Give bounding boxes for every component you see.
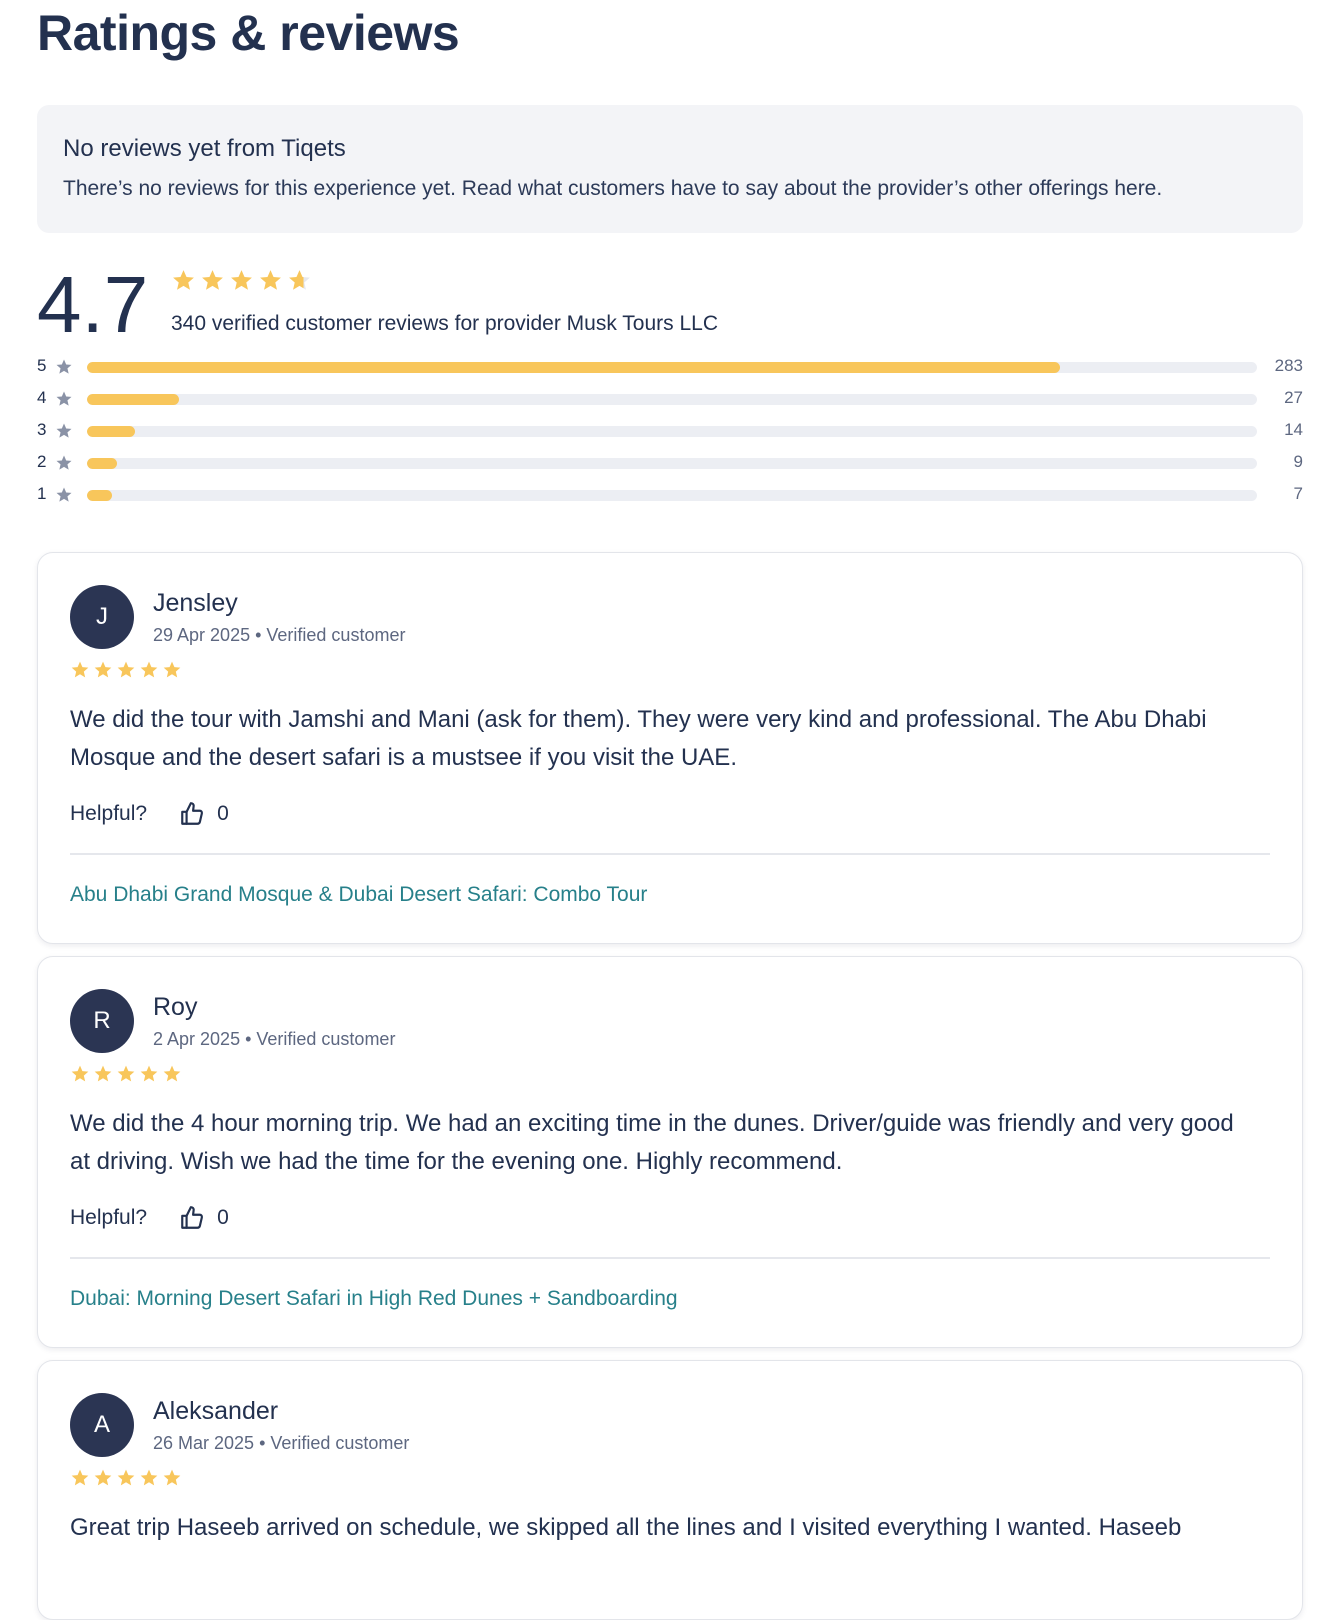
helpful-count: 0 [217, 802, 229, 825]
rating-row-bar-fill [87, 458, 117, 469]
rating-row-count: 7 [1293, 484, 1303, 503]
review-stars [70, 1064, 182, 1084]
star-icon [162, 1468, 182, 1488]
rating-summary-subtitle: 340 verified customer reviews for provider Musk Tours LLC [171, 312, 718, 335]
rating-row-bar-fill [87, 394, 179, 405]
rating-row-2 [37, 450, 1303, 482]
review-stars [70, 660, 182, 680]
rating-row-count: 14 [1284, 420, 1303, 439]
rating-row-label: 5 [37, 356, 47, 375]
star-icon [55, 390, 73, 408]
review-text: Great trip Haseeb arrived on schedule, we skipped all the lines and I visited everything I wanted. Haseeb [70, 1514, 1182, 1541]
star-icon [55, 358, 73, 376]
avatar-initial: A [93, 1411, 110, 1438]
average-rating: 4.7 [37, 260, 149, 349]
helpful-section [70, 801, 229, 827]
reviewer-name: Roy [153, 993, 198, 1021]
notice-title: No reviews yet from Tiqets [63, 135, 346, 162]
star-icon [70, 660, 90, 680]
star-icon [116, 660, 136, 680]
avatar [70, 1393, 134, 1457]
average-rating-stars [171, 268, 312, 293]
divider [70, 1257, 1270, 1259]
review-card [37, 552, 1303, 944]
rating-row-1 [37, 482, 1303, 514]
rating-row-bar [87, 426, 1257, 437]
avatar-initial: R [93, 1007, 111, 1034]
avatar-initial: J [96, 603, 108, 630]
page-title: Ratings & reviews [37, 5, 460, 61]
star-icon [139, 1064, 159, 1084]
star-icon [55, 422, 73, 440]
rating-distribution [37, 354, 1303, 514]
helpful-label: Helpful? [70, 1206, 148, 1229]
star-icon [171, 268, 196, 293]
rating-row-count: 9 [1293, 452, 1303, 471]
star-icon [116, 1064, 136, 1084]
notice-text: There’s no reviews for this experience yet. Read what customers have to say about the provider’s other offerings here. [63, 177, 1163, 200]
helpful-section [70, 1205, 229, 1231]
star-icon [162, 660, 182, 680]
review-meta: 26 Mar 2025 • Verified customer [153, 1433, 410, 1453]
helpful-label: Helpful? [70, 802, 148, 825]
rating-row-bar-fill [87, 362, 1060, 373]
star-icon [200, 268, 225, 293]
star-icon [287, 268, 312, 293]
rating-row-label: 2 [37, 452, 47, 471]
rating-row-label: 3 [37, 420, 47, 439]
helpful-count: 0 [217, 1206, 229, 1229]
star-icon [162, 1064, 182, 1084]
reviewer-name: Aleksander [153, 1397, 279, 1425]
rating-row-3 [37, 418, 1303, 450]
star-icon [139, 660, 159, 680]
rating-row-4 [37, 386, 1303, 418]
review-meta: 2 Apr 2025 • Verified customer [153, 1029, 396, 1049]
star-icon [55, 454, 73, 472]
star-icon [258, 268, 283, 293]
star-icon [93, 1468, 113, 1488]
reviewer-name: Jensley [153, 589, 238, 617]
star-icon [93, 660, 113, 680]
star-icon [229, 268, 254, 293]
rating-row-label: 4 [37, 388, 47, 407]
star-icon [93, 1064, 113, 1084]
review-meta: 29 Apr 2025 • Verified customer [153, 625, 406, 645]
star-icon [70, 1468, 90, 1488]
rating-row-bar [87, 490, 1257, 501]
review-text: We did the 4 hour morning trip. We had an exciting time in the dunes. Driver/guide was friendly and very good at driving. Wish we had the time for the evening one. Highly recommend. [70, 1110, 1234, 1175]
thumbs-up-icon[interactable] [179, 1205, 205, 1231]
rating-row-5 [37, 354, 1303, 386]
rating-row-bar [87, 394, 1257, 405]
no-reviews-notice [37, 105, 1303, 233]
divider [70, 853, 1270, 855]
product-link[interactable]: Abu Dhabi Grand Mosque & Dubai Desert Safari: Combo Tour [70, 883, 648, 906]
review-card [37, 956, 1303, 1348]
review-card [37, 1360, 1303, 1620]
rating-row-bar [87, 362, 1257, 373]
rating-row-bar [87, 458, 1257, 469]
star-icon [116, 1468, 136, 1488]
avatar [70, 585, 134, 649]
avatar [70, 989, 134, 1053]
star-icon [70, 1064, 90, 1084]
star-icon [139, 1468, 159, 1488]
rating-row-count: 283 [1274, 356, 1303, 375]
rating-row-bar-fill [87, 490, 112, 501]
rating-row-count: 27 [1284, 388, 1303, 407]
rating-row-label: 1 [37, 484, 47, 503]
review-text: We did the tour with Jamshi and Mani (ask for them). They were very kind and professional. The Abu Dhabi Mosque and the desert safari is a mustsee if you visit the UAE. [70, 706, 1207, 771]
thumbs-up-icon[interactable] [179, 801, 205, 827]
product-link[interactable]: Dubai: Morning Desert Safari in High Red Dunes + Sandboarding [70, 1287, 678, 1310]
review-stars [70, 1468, 182, 1488]
rating-row-bar-fill [87, 426, 135, 437]
star-icon [55, 486, 73, 504]
